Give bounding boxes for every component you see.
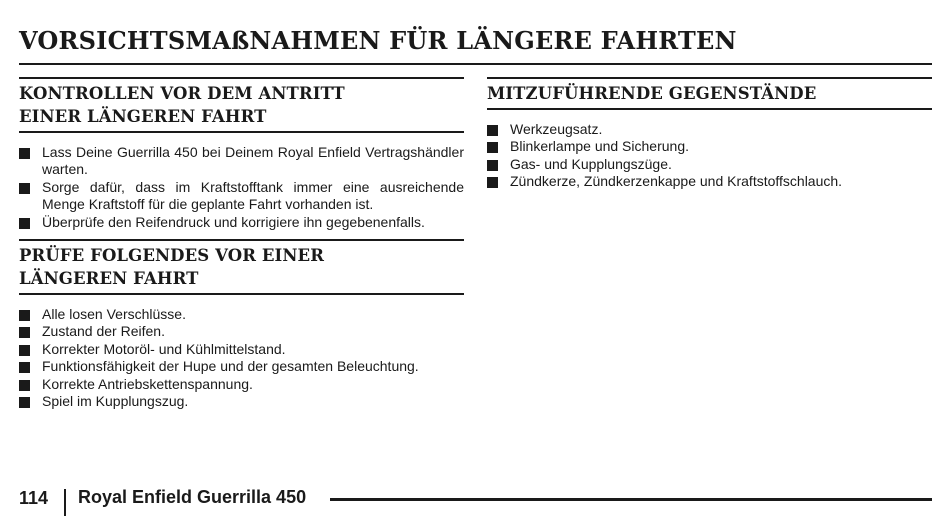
square-bullet-icon [19,310,30,321]
square-bullet-icon [487,177,498,188]
list-item: Werkzeugsatz. [487,121,932,138]
title-divider [19,63,932,65]
square-bullet-icon [487,142,498,153]
square-bullet-icon [19,345,30,356]
section-heading [19,77,464,133]
section-heading-line: EINER LÄNGEREN FAHRT [19,107,267,126]
section-heading-line: PRÜFE FOLGENDES VOR EINER [19,246,325,266]
section-heading [19,239,464,295]
bullet-list [19,306,464,410]
list-item: Lass Deine Guerrilla 450 bei Deinem Royal Enfield Vertragshändler warten. [19,144,464,179]
square-bullet-icon [19,148,30,159]
square-bullet-icon [19,327,30,338]
section-pre-trip-checks [19,77,464,231]
square-bullet-icon [487,160,498,171]
bullet-list [19,144,464,231]
section-heading-line: MITZUFÜHRENDE GEGENSTÄNDE [487,84,817,103]
list-item: Spiel im Kupplungszug. [19,393,464,410]
square-bullet-icon [487,125,498,136]
section-heading [487,77,932,110]
list-item: Gas- und Kupplungszüge. [487,156,932,173]
list-item: Blinkerlampe und Sicherung. [487,138,932,155]
left-column [19,77,464,410]
list-item: Überprüfe den Reifendruck und korrigiere ihn gegebenenfalls. [19,214,464,231]
book-title: Royal Enfield Guerrilla 450 [78,487,307,507]
list-item: Funktionsfähigkeit der Hupe und der gesamten Beleuchtung. [19,358,464,375]
square-bullet-icon [19,183,30,194]
footer-separator [64,489,66,516]
bullet-list [487,121,932,191]
page-number: 114 [19,488,49,508]
square-bullet-icon [19,218,30,229]
list-item: Zündkerze, Zündkerzenkappe und Kraftstoffschlauch. [487,173,932,190]
right-column [487,77,932,191]
list-item: Alle losen Verschlüsse. [19,306,464,323]
section-items-to-carry [487,77,932,191]
list-item: Zustand der Reifen. [19,323,464,340]
square-bullet-icon [19,362,30,373]
list-item: Sorge dafür, dass im Kraftstofftank immer eine ausreichende Menge Kraftstoff für die geplante Fahrt vorhanden ist. [19,179,464,214]
page-title: VORSICHTSMAßNAHMEN FÜR LÄNGERE FAHRTEN [19,26,737,55]
square-bullet-icon [19,380,30,391]
square-bullet-icon [19,397,30,408]
footer-rule [330,498,932,501]
section-heading-line: LÄNGEREN FAHRT [19,269,199,289]
section-heading-line: KONTROLLEN VOR DEM ANTRITT [19,84,345,103]
list-item: Korrekter Motoröl- und Kühlmittelstand. [19,341,464,358]
list-item: Korrekte Antriebskettenspannung. [19,376,464,393]
section-check-before-trip [19,239,464,410]
